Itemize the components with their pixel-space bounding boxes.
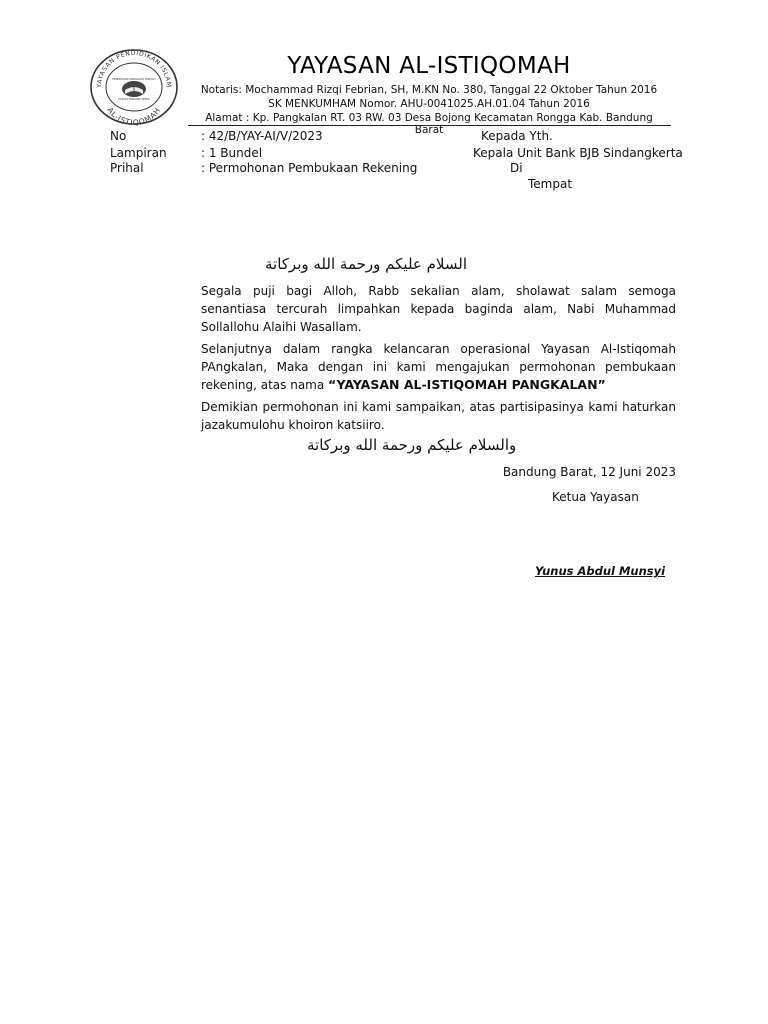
no-label: No [110,129,127,143]
body-paragraph-3: Demikian permohonan ini kami sampaikan, atas partisipasinya kami haturkan jazakumulohu khoiron katsiiro. [201,400,676,432]
logo-inner-text-bottom: RAKYAT SINDANG KERTA [118,98,150,101]
signer-name: Yunus Abdul Munsyi [535,564,666,578]
recipient-di: Di [510,161,523,175]
prihal-label: Prihal [110,161,144,175]
foundation-logo [89,48,179,126]
logo-ring-text-top: YAYASAN PENDIDIKAN ISLAM [95,49,173,89]
letterhead-address: Alamat : Kp. Pangkalan RT. 03 RW. 03 Desa Bojong Kecamatan Rongga Kab. Bandung Barat [205,112,653,136]
place-date: Bandung Barat, 12 Juni 2023 [502,465,676,479]
body-paragraph-1: Segala puji bagi Alloh, Rabb sekalian alam, sholawat salam semoga senantiasa tercurah limpahkan kepada baginda alam, Nabi Muhammad Sollallohu Alaihi Wasallam. [201,284,676,334]
logo-inner-text-top: PENDIDIKAN MADRASAH DINIYAH [112,78,156,81]
arabic-greeting: السلام عليكم ورحمة الله وبركاتة [265,255,467,273]
book-emblem-icon [122,81,146,97]
signer-position: Ketua Yayasan [552,490,639,504]
account-name-emphasis: “YAYASAN AL-ISTIQOMAH PANGKALAN” [328,377,606,392]
letterhead-notary: Notaris: Mochammad Rizqi Febrian, SH, M.KN No. 380, Tanggal 22 Oktober Tahun 2016 [200,84,658,96]
recipient-tempat: Tempat [528,177,573,191]
lampiran-value: : 1 Bundel [201,146,263,160]
body-paragraph-2 [201,340,676,394]
no-value: : 42/B/YAY-AI/V/2023 [201,129,323,143]
logo-ring-text-bottom: AL-ISTIQOMAH [105,105,163,126]
recipient-kepada: Kepada Yth. [481,129,553,143]
lampiran-label: Lampiran [110,146,167,160]
svg-text:AL-ISTIQOMAH [106,106,163,126]
letterhead-sk: SK MENKUMHAM Nomor. AHU-0041025.AH.01.04 Tahun 2016 [268,98,590,110]
letterhead-divider [188,125,671,126]
prihal-value: : Permohonan Pembukaan Rekening [201,161,418,175]
body-paragraph-2-text: Selanjutnya dalam rangka kelancaran operasional Yayasan Al-Istiqomah PAngkalan, Maka dengan ini kami mengajukan permohonan pembukaan rekening, atas nama [201,342,676,392]
arabic-closing: والسلام عليكم ورحمة الله وبركاتة [307,436,517,454]
recipient-name: Kepala Unit Bank BJB Sindangkerta [473,146,683,160]
letterhead-title: YAYASAN AL-ISTIQOMAH [287,53,571,79]
